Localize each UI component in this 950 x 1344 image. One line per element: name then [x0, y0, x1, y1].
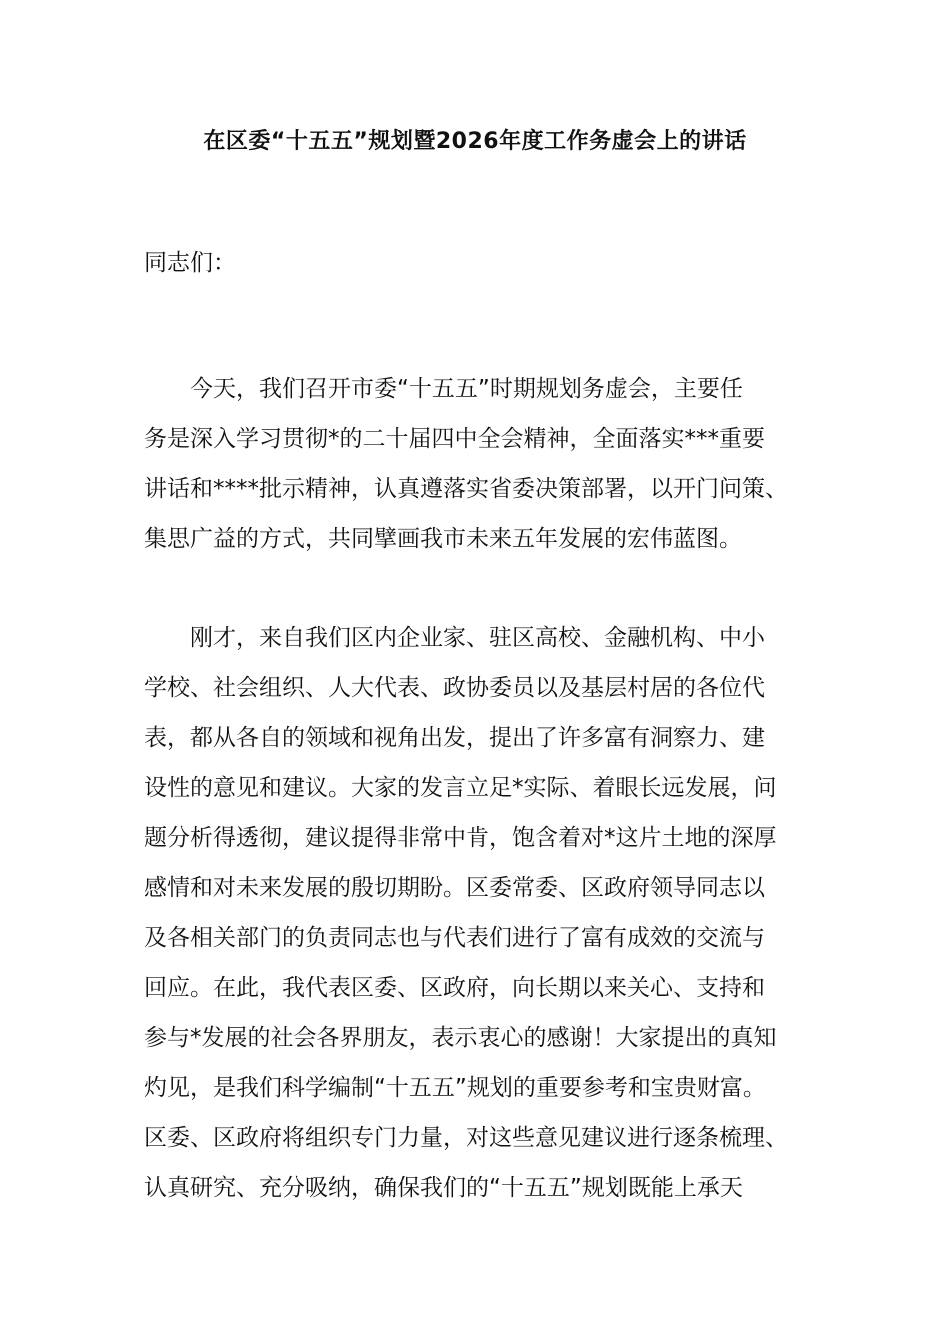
paragraph-line: 刚才，来自我们区内企业家、驻区高校、金融机构、中小 [190, 625, 765, 651]
paragraph-line: 回应。在此，我代表区委、区政府，向长期以来关心、支持和 [144, 975, 765, 1001]
paragraph-line: 表，都从各自的领域和视角出发，提出了许多富有洞察力、建 [144, 725, 765, 751]
paragraph-line: 灼见，是我们科学编制“十五五”规划的重要参考和宝贵财富。 [144, 1075, 766, 1101]
document-title: 在区委“十五五”规划暨2026年度工作务虚会上的讲话 [203, 129, 747, 154]
paragraph-line: 今天，我们召开市委“十五五”时期规划务虚会，主要任 [190, 376, 743, 402]
paragraph-line: 设性的意见和建议。大家的发言立足*实际、着眼长远发展，问 [144, 775, 777, 801]
paragraph-line: 讲话和****批示精神，认真遵落实省委决策部署，以开门问策、 [144, 476, 788, 502]
paragraph-line: 学校、社会组织、人大代表、政协委员以及基层村居的各位代 [144, 675, 765, 701]
paragraph-line: 及各相关部门的负责同志也与代表们进行了富有成效的交流与 [144, 925, 765, 951]
paragraph-line: 务是深入学习贯彻*的二十届四中全会精神，全面落实***重要 [144, 426, 765, 452]
paragraph-line: 区委、区政府将组织专门力量，对这些意见建议进行逐条梳理、 [144, 1125, 788, 1151]
salutation: 同志们： [144, 250, 236, 276]
paragraph-line: 集思广益的方式，共同擘画我市未来五年发展的宏伟蓝图。 [144, 526, 742, 552]
paragraph-line: 认真研究、充分吸纳，确保我们的“十五五”规划既能上承天 [144, 1175, 743, 1201]
paragraph-line: 感情和对未来发展的殷切期盼。区委常委、区政府领导同志以 [144, 875, 765, 901]
paragraph-1 [144, 364, 824, 564]
paragraph-line: 题分析得透彻，建议提得非常中肯，饱含着对*这片土地的深厚 [144, 825, 777, 851]
paragraph-2 [144, 613, 824, 1213]
paragraph-line: 参与*发展的社会各界朋友，表示衷心的感谢！大家提出的真知 [144, 1025, 777, 1051]
